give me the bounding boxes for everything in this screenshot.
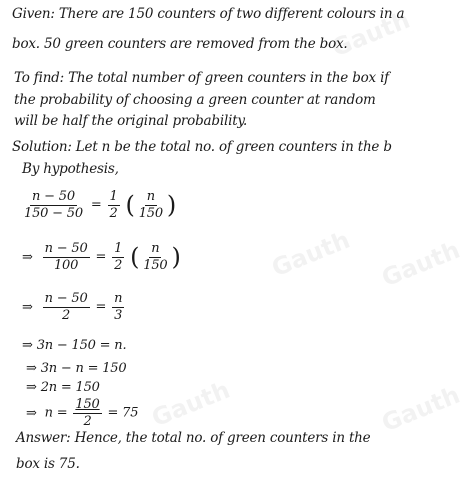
- watermark: Gauth: [267, 225, 354, 283]
- fraction: $\frac{1}{2}$: [114, 241, 123, 273]
- fraction: $\frac{n}{3}$: [114, 291, 123, 323]
- equation-7: ⇒ n = $\frac{150}{2}$ = 75: [26, 397, 139, 429]
- implies-arrow: ⇒: [26, 380, 37, 395]
- watermark: Gauth: [327, 5, 414, 63]
- implies-arrow: ⇒: [26, 405, 37, 421]
- answer-line-1: Answer: Hence, the total no. of green counters in the: [16, 430, 371, 446]
- equation-6: ⇒ 2n = 150: [26, 380, 100, 395]
- equation-2: ⇒ $\frac{n - 50}{100}$ = $\frac{1}{2}$ ( $\frac{n}{150}$ ): [22, 241, 181, 273]
- equation-5: ⇒ 3n − n = 150: [26, 361, 127, 376]
- watermark: Gauth: [377, 380, 464, 438]
- solution-line-1: Solution: Let n be the total no. of green counters in the b: [12, 139, 392, 155]
- watermark: Gauth: [147, 375, 234, 433]
- find-line-1: To find: The total number of green counters in the box if: [14, 70, 389, 86]
- solution-line-2: By hypothesis,: [22, 161, 119, 177]
- equation-3: ⇒ $\frac{n - 50}{2}$ = $\frac{n}{3}$: [22, 291, 123, 323]
- fraction: $\frac{n}{150}$: [138, 189, 163, 221]
- fraction: $\frac{n - 50}{150 - 50}$: [24, 189, 83, 221]
- implies-arrow: ⇒: [22, 338, 33, 353]
- watermark: Gauth: [377, 235, 464, 293]
- fraction: $\frac{n}{150}$: [143, 241, 168, 273]
- implies-arrow: ⇒: [26, 361, 37, 376]
- find-line-2: the probability of choosing a green counter at random: [14, 92, 376, 108]
- equation-4: ⇒ 3n − 150 = n.: [22, 338, 127, 353]
- find-line-3: will be half the original probability.: [14, 113, 248, 129]
- answer-line-2: box is 75.: [16, 456, 80, 472]
- implies-arrow: ⇒: [22, 299, 33, 315]
- fraction: $\frac{150}{2}$: [75, 397, 100, 429]
- given-line-2: box. 50 green counters are removed from the box.: [12, 36, 348, 52]
- implies-arrow: ⇒: [22, 249, 33, 265]
- equation-1: $\frac{n - 50}{150 - 50}$ = $\frac{1}{2}$ ( $\frac{n}{150}$ ): [24, 189, 177, 221]
- fraction: $\frac{n - 50}{2}$: [44, 291, 88, 323]
- fraction: $\frac{n - 50}{100}$: [44, 241, 88, 273]
- given-line-1: Given: There are 150 counters of two different colours in a: [12, 6, 405, 22]
- fraction: $\frac{1}{2}$: [109, 189, 118, 221]
